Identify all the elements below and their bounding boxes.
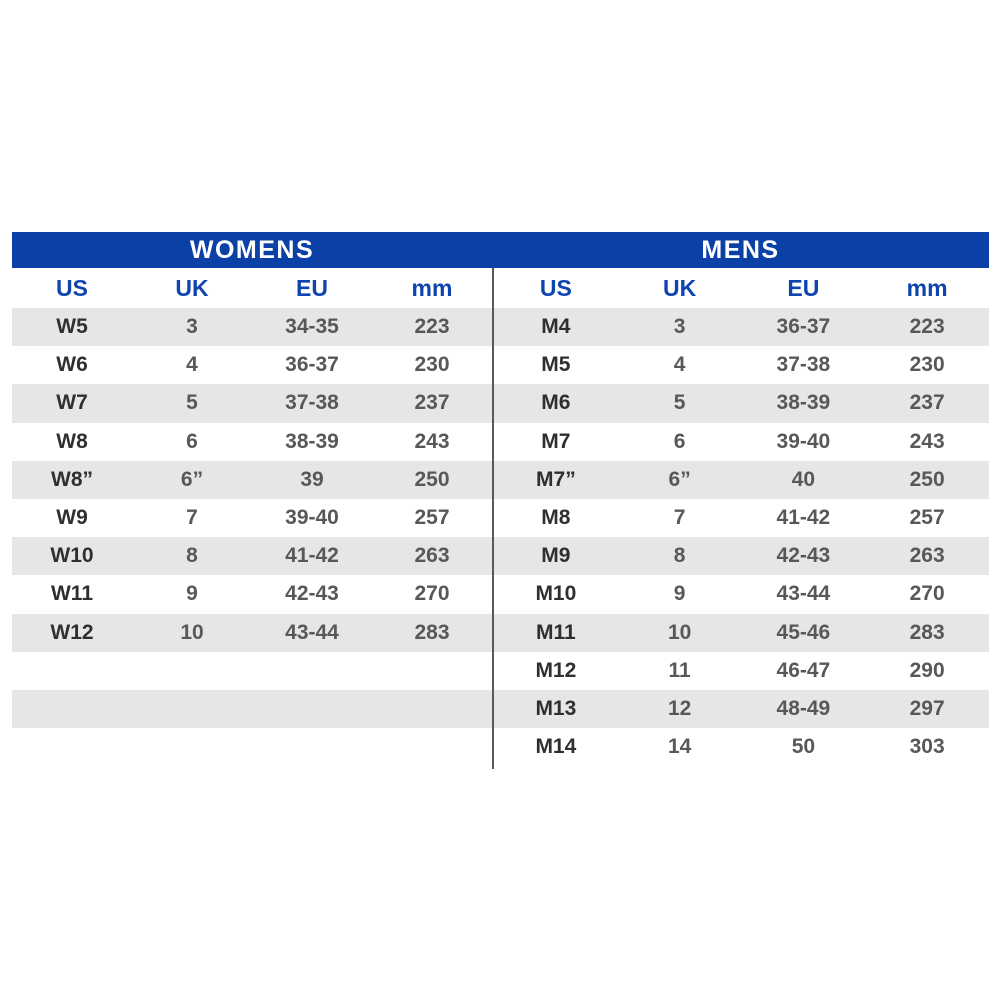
table-row	[494, 461, 989, 499]
table-row	[494, 575, 989, 613]
table-cell: 303	[909, 735, 945, 759]
table-cell: 243	[909, 429, 945, 453]
table-row	[494, 652, 989, 690]
table-cell	[372, 652, 492, 690]
table-cell: 39-40	[776, 429, 831, 453]
table-cell: M9	[541, 544, 571, 568]
table-cell: 8	[186, 544, 198, 568]
table-cell: 223	[414, 315, 450, 338]
table-cell: W8	[56, 429, 88, 453]
column-header-uk: UK	[663, 275, 697, 301]
table-cell: M6	[541, 391, 571, 415]
column-header-eu: EU	[787, 275, 820, 301]
table-cell: W9	[56, 505, 88, 529]
table-cell: M7”	[536, 467, 576, 491]
table-cell: 290	[909, 658, 945, 682]
womens-table	[12, 268, 492, 728]
table-cell: M5	[541, 353, 571, 377]
table-cell: 40	[791, 467, 816, 491]
table-cell: 230	[909, 353, 945, 377]
table-cell	[132, 690, 252, 728]
table-cell: 283	[909, 620, 945, 644]
table-cell: M7	[541, 429, 571, 453]
table-cell: 250	[909, 467, 945, 491]
table-row	[12, 499, 492, 537]
table-cell: 5	[186, 391, 198, 415]
table-cell: W6	[56, 353, 88, 377]
table-row	[494, 614, 989, 652]
table-cell: 42-43	[776, 544, 831, 568]
table-cell: 6”	[668, 467, 691, 491]
table-cell: 230	[414, 353, 450, 377]
table-row	[12, 575, 492, 613]
table-cell: 243	[414, 429, 450, 453]
column-header-us: US	[539, 275, 572, 301]
table-row	[494, 499, 989, 537]
table-cell	[132, 652, 252, 690]
table-cell: W10	[50, 544, 94, 568]
table-cell: 43-44	[776, 582, 831, 606]
table-cell: M8	[541, 505, 571, 529]
table-cell: 7	[186, 505, 198, 529]
table-row	[494, 537, 989, 575]
table-row	[12, 652, 492, 690]
table-cell: 6	[186, 429, 198, 453]
table-cell: 45-46	[776, 620, 831, 644]
column-header-eu: EU	[296, 275, 328, 301]
womens-table-body	[12, 308, 492, 728]
table-row	[494, 690, 989, 728]
table-cell: M10	[535, 582, 577, 606]
section-divider	[492, 268, 494, 769]
table-cell: 36-37	[776, 315, 831, 338]
table-cell	[372, 690, 492, 728]
column-header-us: US	[56, 275, 88, 301]
mens-section-title: MENS	[701, 236, 780, 264]
column-header-row	[494, 268, 989, 308]
table-row	[12, 537, 492, 575]
table-cell: 12	[667, 696, 692, 720]
table-row	[494, 423, 989, 461]
table-cell: M11	[536, 620, 576, 644]
table-cell: 10	[180, 620, 204, 644]
table-cell: 41-42	[776, 505, 831, 529]
tables-container	[12, 268, 989, 766]
table-cell: 11	[668, 658, 691, 682]
table-row	[12, 690, 492, 728]
table-cell: W7	[56, 391, 88, 415]
table-cell: 41-42	[285, 544, 339, 568]
table-cell: 43-44	[285, 620, 339, 644]
table-cell: 270	[414, 582, 450, 606]
table-cell: 250	[414, 467, 450, 491]
table-cell: 4	[186, 353, 198, 377]
column-header-mm: mm	[411, 275, 453, 301]
table-cell: 14	[667, 735, 692, 759]
table-row	[494, 308, 989, 346]
table-cell: 297	[909, 696, 945, 720]
mens-table	[494, 268, 989, 766]
title-bar	[12, 232, 989, 268]
table-cell: 3	[186, 315, 198, 338]
table-cell: 39	[300, 467, 324, 491]
table-cell: 6”	[180, 467, 204, 491]
table-row	[12, 461, 492, 499]
table-cell: 50	[791, 735, 816, 759]
table-row	[12, 423, 492, 461]
table-cell: 3	[673, 315, 686, 338]
table-cell: 36-37	[285, 353, 339, 377]
size-chart	[12, 232, 989, 766]
table-cell: 270	[909, 582, 945, 606]
table-cell: 4	[673, 353, 686, 377]
table-cell: 223	[909, 315, 945, 338]
table-cell: 8	[673, 544, 686, 568]
table-cell: 9	[186, 582, 198, 606]
table-row	[494, 384, 989, 422]
table-cell	[252, 652, 372, 690]
table-cell: W11	[50, 582, 94, 606]
table-row	[12, 346, 492, 384]
table-row	[12, 614, 492, 652]
table-cell: W8”	[51, 467, 93, 491]
table-cell: 283	[414, 620, 450, 644]
womens-section-title: WOMENS	[189, 236, 315, 264]
table-cell: M12	[535, 658, 577, 682]
table-cell: 37-38	[285, 391, 339, 415]
table-cell: 263	[909, 544, 945, 568]
table-cell: M13	[535, 696, 577, 720]
table-cell: W5	[56, 315, 88, 338]
table-cell: 9	[673, 582, 686, 606]
column-header-uk: UK	[175, 275, 209, 301]
table-cell: M14	[535, 735, 577, 759]
table-cell: 237	[414, 391, 450, 415]
table-cell: 237	[909, 391, 945, 415]
table-cell: 39-40	[285, 505, 339, 529]
table-row	[12, 384, 492, 422]
table-cell: 42-43	[285, 582, 339, 606]
table-cell: 38-39	[776, 391, 831, 415]
table-cell	[12, 690, 132, 728]
table-cell: 7	[673, 505, 686, 529]
table-cell: 10	[667, 620, 692, 644]
table-cell: 48-49	[776, 696, 831, 720]
table-cell: 257	[414, 505, 450, 529]
column-header-mm: mm	[906, 275, 948, 301]
table-cell	[12, 652, 132, 690]
table-row	[494, 728, 989, 766]
table-cell: 5	[673, 391, 686, 415]
table-cell: 38-39	[285, 429, 339, 453]
table-cell: 257	[909, 505, 945, 529]
table-cell: 46-47	[776, 658, 831, 682]
table-cell: 263	[414, 544, 450, 568]
table-row	[494, 346, 989, 384]
table-cell: 37-38	[776, 353, 831, 377]
column-header-row	[12, 268, 492, 308]
table-cell: M4	[541, 315, 571, 338]
table-row	[12, 308, 492, 346]
table-cell: W12	[50, 620, 94, 644]
mens-table-body	[494, 308, 989, 766]
table-cell: 34-35	[285, 315, 339, 338]
table-cell: 6	[673, 429, 686, 453]
table-cell	[252, 690, 372, 728]
